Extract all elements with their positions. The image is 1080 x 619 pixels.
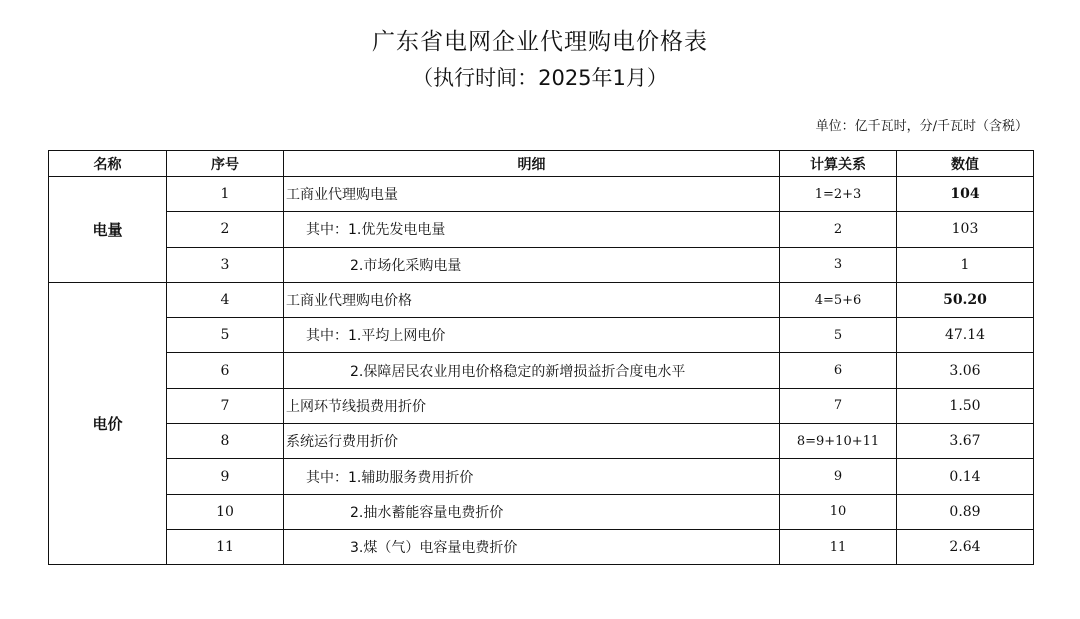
row-formula: 6: [780, 353, 897, 388]
table-row: [49, 424, 1034, 459]
table-row: [49, 353, 1034, 388]
row-no: 7: [167, 388, 284, 423]
header-formula: 计算关系: [780, 151, 897, 177]
table-header-row: [49, 151, 1034, 177]
row-formula: 8=9+10+11: [780, 424, 897, 459]
row-detail: 其中：1.平均上网电价: [284, 318, 780, 353]
header-detail: 明细: [284, 151, 780, 177]
price-table: [48, 150, 1034, 565]
page-title: 广东省电网企业代理购电价格表: [372, 29, 708, 55]
row-detail: 2.抽水蓄能容量电费折价: [284, 494, 780, 529]
row-formula: 2: [780, 212, 897, 247]
header-name: 名称: [49, 151, 167, 177]
table-row: [49, 282, 1034, 317]
header-value: 数值: [897, 151, 1034, 177]
row-detail: 2.保障居民农业用电价格稳定的新增损益折合度电水平: [284, 353, 780, 388]
row-value: 1.50: [897, 388, 1034, 423]
row-detail: 上网环节线损费用折价: [284, 388, 780, 423]
row-no: 10: [167, 494, 284, 529]
row-value: 104: [897, 177, 1034, 212]
row-formula: 4=5+6: [780, 282, 897, 317]
row-value: 1: [897, 247, 1034, 282]
row-formula: 9: [780, 459, 897, 494]
table-row: [49, 177, 1034, 212]
row-no: 5: [167, 318, 284, 353]
group-name-electricity: 电量: [49, 177, 167, 283]
header-no: 序号: [167, 151, 284, 177]
row-value: 103: [897, 212, 1034, 247]
row-value: 50.20: [897, 282, 1034, 317]
table-row: [49, 388, 1034, 423]
table-row: [49, 247, 1034, 282]
row-no: 3: [167, 247, 284, 282]
row-formula: 1=2+3: [780, 177, 897, 212]
table-row: [49, 494, 1034, 529]
row-detail: 工商业代理购电价格: [284, 282, 780, 317]
row-formula: 5: [780, 318, 897, 353]
unit-note: 单位：亿千瓦时，分/千瓦时（含税）: [815, 119, 1028, 134]
row-no: 4: [167, 282, 284, 317]
row-detail: 其中：1.优先发电电量: [284, 212, 780, 247]
row-detail: 3.煤（气）电容量电费折价: [284, 529, 780, 564]
row-value: 2.64: [897, 529, 1034, 564]
row-detail: 系统运行费用折价: [284, 424, 780, 459]
row-no: 8: [167, 424, 284, 459]
row-value: 0.14: [897, 459, 1034, 494]
row-formula: 11: [780, 529, 897, 564]
row-no: 9: [167, 459, 284, 494]
row-no: 6: [167, 353, 284, 388]
row-no: 1: [167, 177, 284, 212]
table-row: [49, 529, 1034, 564]
row-value: 3.67: [897, 424, 1034, 459]
table-row: [49, 212, 1034, 247]
row-no: 2: [167, 212, 284, 247]
row-value: 0.89: [897, 494, 1034, 529]
row-formula: 10: [780, 494, 897, 529]
row-formula: 7: [780, 388, 897, 423]
row-detail: 其中：1.辅助服务费用折价: [284, 459, 780, 494]
row-value: 3.06: [897, 353, 1034, 388]
group-name-price: 电价: [49, 282, 167, 564]
table-row: [49, 318, 1034, 353]
table-row: [49, 459, 1034, 494]
row-value: 47.14: [897, 318, 1034, 353]
row-detail: 工商业代理购电量: [284, 177, 780, 212]
row-no: 11: [167, 529, 284, 564]
page-subtitle: （执行时间：2025年1月）: [412, 66, 668, 90]
row-detail: 2.市场化采购电量: [284, 247, 780, 282]
row-formula: 3: [780, 247, 897, 282]
